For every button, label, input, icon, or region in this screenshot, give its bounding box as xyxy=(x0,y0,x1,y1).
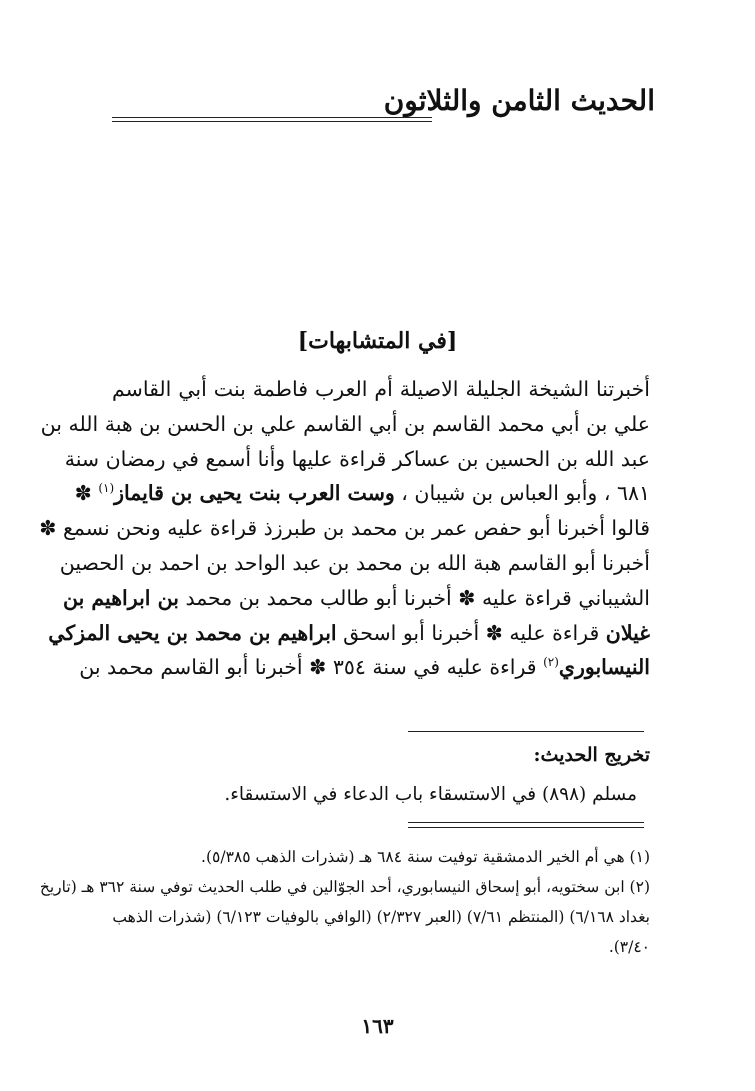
footnote-marker-2: (٢) xyxy=(543,655,559,670)
footnote-2-line-1: (٢) ابن سختويه، أبو إسحاق النيسابوري، أحد الجوّالين في طلب الحديث توفي سنة ٣٦٢ هـ (تاريخ xyxy=(39,878,650,896)
body-line-9-bold-a: النيسابوري xyxy=(558,655,650,680)
body-line-6: أخبرنا أبو القاسم هبة الله بن محمد بن عبد الواحد بن احمد بن الحصين xyxy=(59,550,650,575)
body-line-4-part-c: ✽ xyxy=(74,481,99,506)
body-line-4-bold-name: وست العرب بنت يحيى بن قايماز xyxy=(114,481,395,506)
takhrij-heading: تخريج الحديث: xyxy=(533,744,650,766)
footnote-marker-1: (١) xyxy=(98,481,115,496)
body-line-8 xyxy=(48,616,650,651)
body-line-9 xyxy=(79,650,650,685)
header-rule-top xyxy=(112,117,432,118)
footnote-1: (١) هي أم الخير الدمشقية توفيت سنة ٦٨٤ هـ (شذرات الذهب ٥/٣٨٥). xyxy=(201,848,650,866)
body-line-5: قالوا أخبرنا أبو حفص عمر بن محمد بن طبرزذ قراءة عليه ونحن نسمع ✽ xyxy=(39,516,650,541)
body-line-4-part-a: ٦٨١ ، وأبو العباس بن شيبان ، xyxy=(394,481,650,506)
takhrij-text: مسلم (٨٩٨) في الاستسقاء باب الدعاء في الاستسقاء. xyxy=(224,784,637,805)
header-rule-bottom xyxy=(112,121,432,122)
body-line-8-part-b: قراءة عليه ✽ أخبرنا أبو اسحق xyxy=(336,620,606,645)
body-line-4 xyxy=(74,476,650,511)
footnote-separator-rule-bottom xyxy=(408,827,644,828)
page-number: ١٦٣ xyxy=(361,1014,394,1038)
body-line-9-part-b: قراءة عليه في سنة ٣٥٤ ✽ أخبرنا أبو القاسم محمد بن xyxy=(79,655,544,680)
body-line-7-part-a: الشيباني قراءة عليه ✽ أخبرنا أبو طالب محمد بن محمد xyxy=(178,585,650,610)
hadith-body xyxy=(39,372,650,685)
footnotes xyxy=(39,842,650,962)
footnote-separator-rule-top xyxy=(408,822,644,823)
body-line-7 xyxy=(62,581,650,616)
footnote-2-line-2: بغداد ٦/١٦٨) (المنتظم ٧/٦١) (العبر ٢/٣٢٧) (الوافي بالوفيات ٦/١٢٣) (شذرات الذهب xyxy=(112,908,650,926)
footnote-2-line-3: ٣/٤٠). xyxy=(608,938,650,956)
section-title: [في المتشابهات] xyxy=(297,328,458,354)
body-line-7-bold-name: بن ابراهيم بن xyxy=(62,585,179,610)
body-line-1: أخبرتنا الشيخة الجليلة الاصيلة أم العرب فاطمة بنت أبي القاسم xyxy=(112,377,650,401)
body-separator-rule xyxy=(408,731,644,732)
body-line-8-bold-c: ابراهيم بن محمد بن يحيى المزكي xyxy=(48,620,337,645)
body-line-8-bold-a: غيلان xyxy=(605,620,650,645)
page-header-title: الحديث الثامن والثلاثون xyxy=(383,84,655,117)
body-line-2: علي بن أبي محمد القاسم بن أبي القاسم علي بن الحسن بن هبة الله بن xyxy=(40,411,650,436)
body-line-3: عبد الله بن الحسين بن عساكر قراءة عليها وأنا أسمع في رمضان سنة xyxy=(64,446,650,471)
